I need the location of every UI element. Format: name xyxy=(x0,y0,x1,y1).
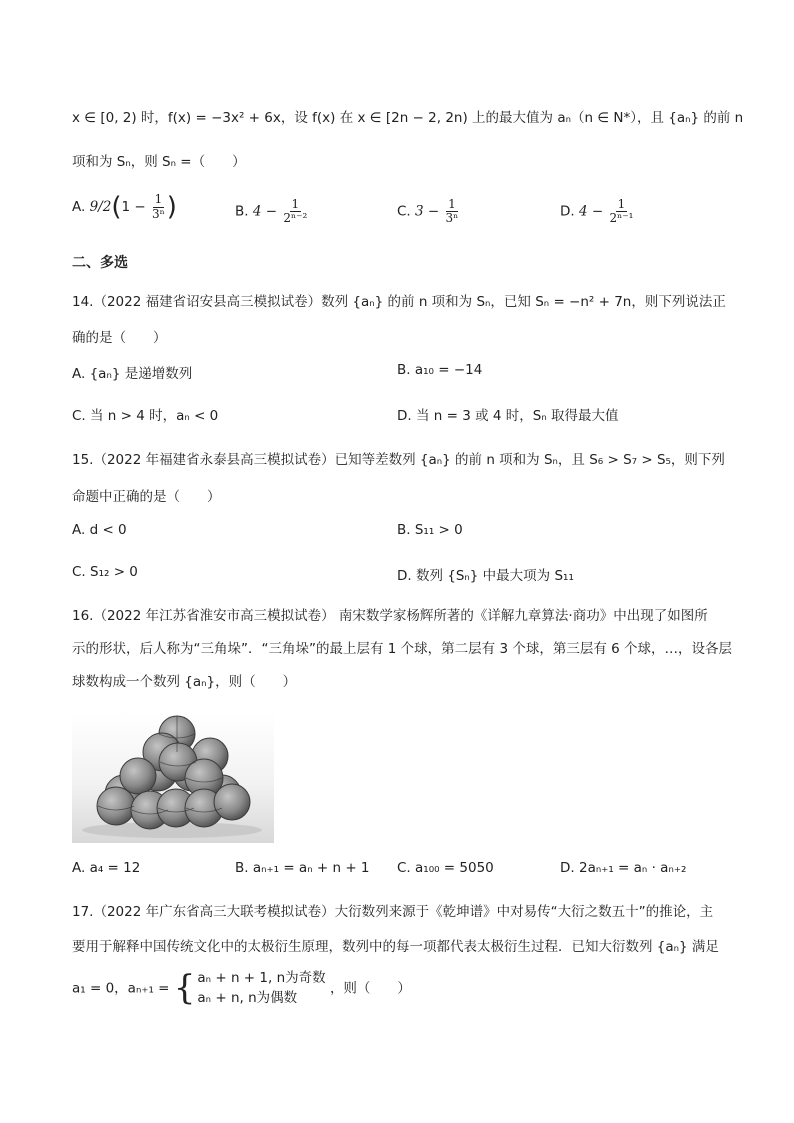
q13-option-a[interactable]: A. 9/2(1 − $\frac{1}{\text{3ⁿ}}$ ) xyxy=(72,192,177,222)
option-coefficient: 9/2 xyxy=(89,199,112,215)
q16-option-d[interactable]: D. 2aₙ₊₁ = aₙ · aₙ₊₂ xyxy=(560,860,687,876)
q16-stem-line1: 16.（2022 年江苏省淮安市高三模拟试卷） 南宋数学家杨辉所著的《详解九章算法·商功》中出现了如图所 xyxy=(72,608,708,624)
q17-stem-line1: 17.（2022 年广东省高三大联考模拟试卷）大衍数列来源于《乾坤谱》中对易传“大衍之数五十”的推论，主 xyxy=(72,904,714,920)
q13-option-d[interactable]: D. 4 − $\frac{1}{\text{2ⁿ⁻¹}}$ xyxy=(560,197,634,226)
q13-option-c[interactable]: C. 3 − $\frac{1}{\text{3ⁿ}}$ xyxy=(397,197,459,226)
option-label: A. xyxy=(72,199,86,215)
case-even: aₙ + n, n为偶数 xyxy=(197,990,298,1007)
q14-option-d[interactable]: D. 当 n = 3 或 4 时，Sₙ 取得最大值 xyxy=(397,408,619,424)
option-fraction: $\frac{1}{\text{2ⁿ⁻²}}$ xyxy=(283,197,308,226)
q15-stem-line1: 15.（2022 年福建省永泰县高三模拟试卷）已知等差数列 {aₙ} 的前 n 项和为 Sₙ，且 S₆ > S₇ > S₅，则下列 xyxy=(72,452,725,468)
section-title: 二、多选 xyxy=(72,255,128,271)
q15-option-a[interactable]: A. d < 0 xyxy=(72,522,127,538)
option-fraction: $\frac{1}{\text{2ⁿ⁻¹}}$ xyxy=(609,197,634,226)
q14-option-c[interactable]: C. 当 n > 4 时，aₙ < 0 xyxy=(72,408,219,424)
q15-option-c[interactable]: C. S₁₂ > 0 xyxy=(72,564,138,580)
piecewise-cases xyxy=(197,968,325,1009)
option-fraction: $\frac{1}{\text{3ⁿ}}$ xyxy=(445,197,459,226)
basketball-stack-image xyxy=(72,712,274,843)
q13-stem-line1: x ∈ [0, 2) 时，f(x) = −3x² + 6x，设 f(x) 在 x ∈ [2n − 2, 2n) 上的最大值为 aₙ（n ∈ N*），且 {aₙ} 的前 n xyxy=(72,110,744,126)
q14-stem-line2: 确的是（ ） xyxy=(72,330,167,346)
q16-option-a[interactable]: A. a₄ = 12 xyxy=(72,860,141,876)
q15-option-d[interactable]: D. 数列 {Sₙ} 中最大项为 S₁₁ xyxy=(397,568,574,584)
q14-option-b[interactable]: B. a₁₀ = −14 xyxy=(397,362,483,378)
left-brace-icon: { xyxy=(173,968,196,1009)
q17-tail: ，则（ ） xyxy=(329,980,411,997)
q17-stem-line2: 要用于解释中国传统文化中的太极衍生原理，数列中的每一项都代表太极衍生过程．已知大衍数列 {aₙ} 满足 xyxy=(72,939,719,955)
q14-option-a[interactable]: A. {aₙ} 是递增数列 xyxy=(72,366,193,382)
option-label: B. xyxy=(235,203,249,220)
q16-stem-line3: 球数构成一个数列 {aₙ}，则（ ） xyxy=(72,674,297,690)
option-fraction: $\frac{1}{\text{3ⁿ}}$ xyxy=(151,192,165,221)
q16-option-c[interactable]: C. a₁₀₀ = 5050 xyxy=(397,860,494,876)
q17-recurrence xyxy=(72,968,411,1009)
option-label: D. xyxy=(560,203,575,220)
basketball-pyramid-illustration xyxy=(72,712,274,843)
q15-option-b[interactable]: B. S₁₁ > 0 xyxy=(397,522,463,538)
q13-option-b[interactable]: B. 4 − $\frac{1}{\text{2ⁿ⁻²}}$ xyxy=(235,197,308,226)
q13-stem-line2: 项和为 Sₙ，则 Sₙ =（ ） xyxy=(72,154,246,170)
q14-stem-line1: 14.（2022 福建省诏安县高三模拟试卷）数列 {aₙ} 的前 n 项和为 Sₙ，已知 Sₙ = −n² + 7n，则下列说法正 xyxy=(72,294,726,310)
q15-stem-line2: 命题中正确的是（ ） xyxy=(72,489,221,505)
q17-initial-condition: a₁ = 0，aₙ₊₁ = xyxy=(72,980,170,997)
q16-option-b[interactable]: B. aₙ₊₁ = aₙ + n + 1 xyxy=(235,860,370,876)
q16-stem-line2: 示的形状，后人称为“三角垛”．“三角垛”的最上层有 1 个球，第二层有 3 个球，第三层有 6 个球，…，设各层 xyxy=(72,641,732,657)
case-odd: aₙ + n + 1, n为奇数 xyxy=(197,970,326,986)
option-label: C. xyxy=(397,203,411,220)
